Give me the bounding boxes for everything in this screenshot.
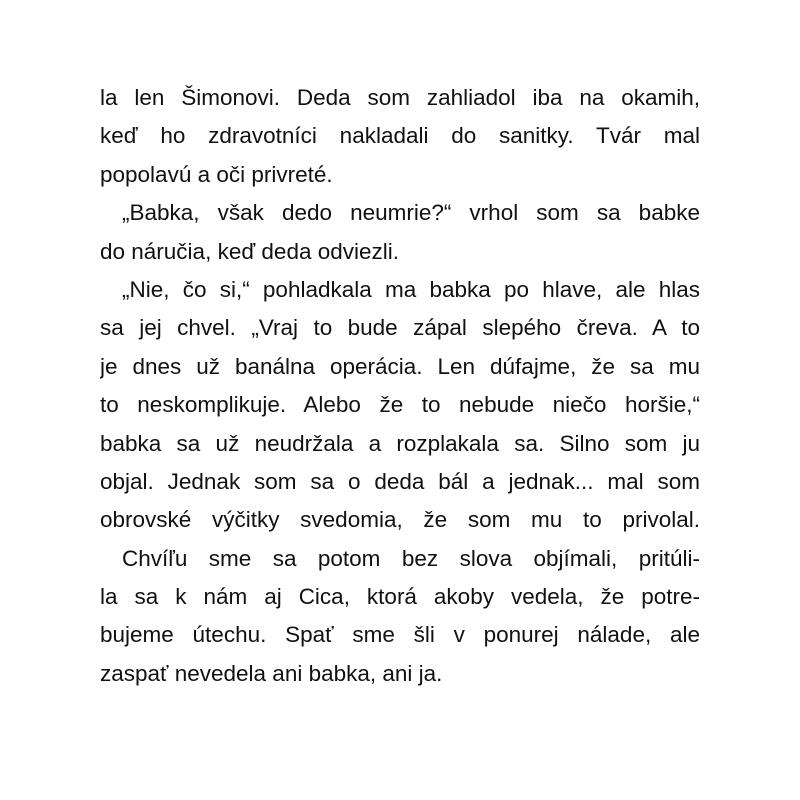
text-line: keď ho zdravotníci nakladali do sanitky. Tvár mal (100, 123, 700, 149)
text-line: sa jej chvel. „Vraj to bude zápal slepého čreva. A to (100, 315, 700, 341)
text-line: „Nie, čo si,“ pohladkala ma babka po hlave, ale hlas (122, 276, 700, 302)
text-line: babka sa už neudržala a rozplakala sa. Silno som ju (100, 430, 700, 456)
text-line: do náručia, keď deda odviezli. (100, 238, 400, 264)
text-line: obrovské výčitky svedomia, že som mu to privolal. (100, 507, 700, 533)
text-line: la sa k nám aj Cica, ktorá akoby vedela, že potre- (100, 584, 700, 610)
text-line: „Babka, však dedo neumrie?“ vrhol som sa babke (122, 200, 700, 226)
text-line: popolavú a oči privreté. (100, 161, 333, 187)
text-line: objal. Jednak som sa o deda bál a jednak... mal som (100, 468, 700, 494)
text-line: je dnes už banálna operácia. Len dúfajme, že sa mu (100, 353, 700, 379)
text-line: to neskomplikuje. Alebo že to nebude niečo horšie,“ (100, 392, 700, 418)
text-line: Chvíľu sme sa potom bez slova objímali, pritúli- (122, 545, 700, 571)
text-line: bujeme útechu. Spať sme šli v ponurej nálade, ale (100, 622, 700, 648)
body-text (100, 79, 700, 693)
text-line: la len Šimonovi. Deda som zahliadol iba na okamih, (100, 85, 700, 110)
text-line: zaspať nevedela ani babka, ani ja. (100, 660, 443, 686)
